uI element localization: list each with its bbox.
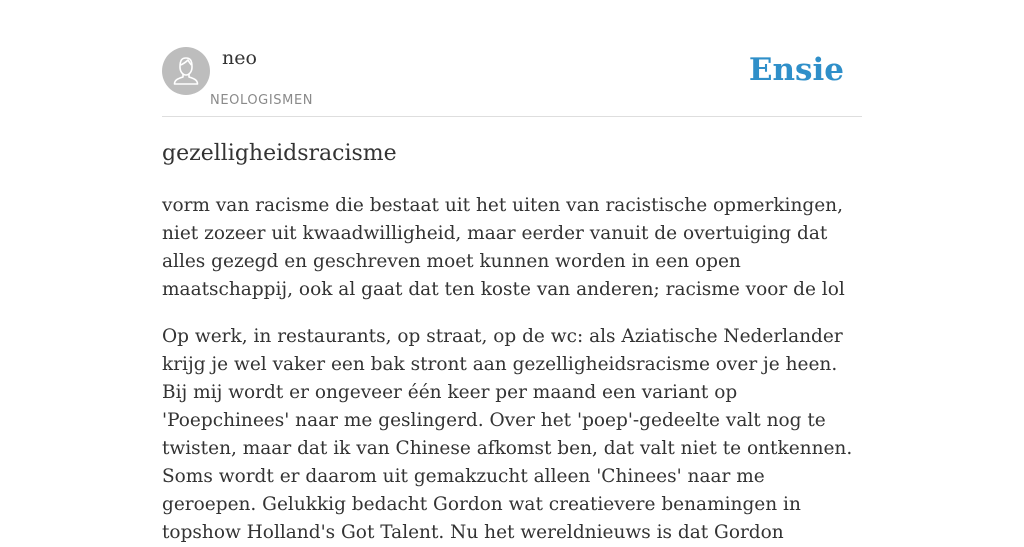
category-label[interactable]: NEOLOGISMEN xyxy=(210,93,314,108)
header xyxy=(162,46,862,117)
entry-definition: vorm van racisme die bestaat uit het uiten van racistische opmerkingen, niet zozeer uit kwaadwilligheid, maar eerder vanuit de overtuiging dat alles gezegd en geschreven moet kunnen worden in een open maatschappij, ook al gaat dat ten koste van anderen; racisme voor de lol xyxy=(162,195,845,300)
author-name[interactable]: neo xyxy=(222,47,257,69)
entry-title: gezelligheidsracisme xyxy=(162,141,397,166)
entry-example: Op werk, in restaurants, op straat, op de wc: als Aziatische Nederlander krijg je wel vaker een bak stront aan gezelligheidsracisme over je heen. Bij mij wordt er ongeveer één keer per maand een variant op 'Poepchinees' naar me geslingerd. Over het 'poep'-gedeelte valt nog te twisten, maar dat ik van Chinese afkomst ben, dat valt niet te ontkennen. Soms wordt er daarom uit gemakzucht alleen 'Chinees' naar me geroepen. Gelukkig bedacht Gordon wat creatievere benamingen in topshow Holland's Got Talent. Nu het wereldnieuws is dat Gordon xyxy=(162,326,853,543)
author-avatar[interactable] xyxy=(162,47,210,95)
user-outline-icon xyxy=(162,47,210,95)
brand-logo[interactable]: Ensie xyxy=(748,52,844,88)
